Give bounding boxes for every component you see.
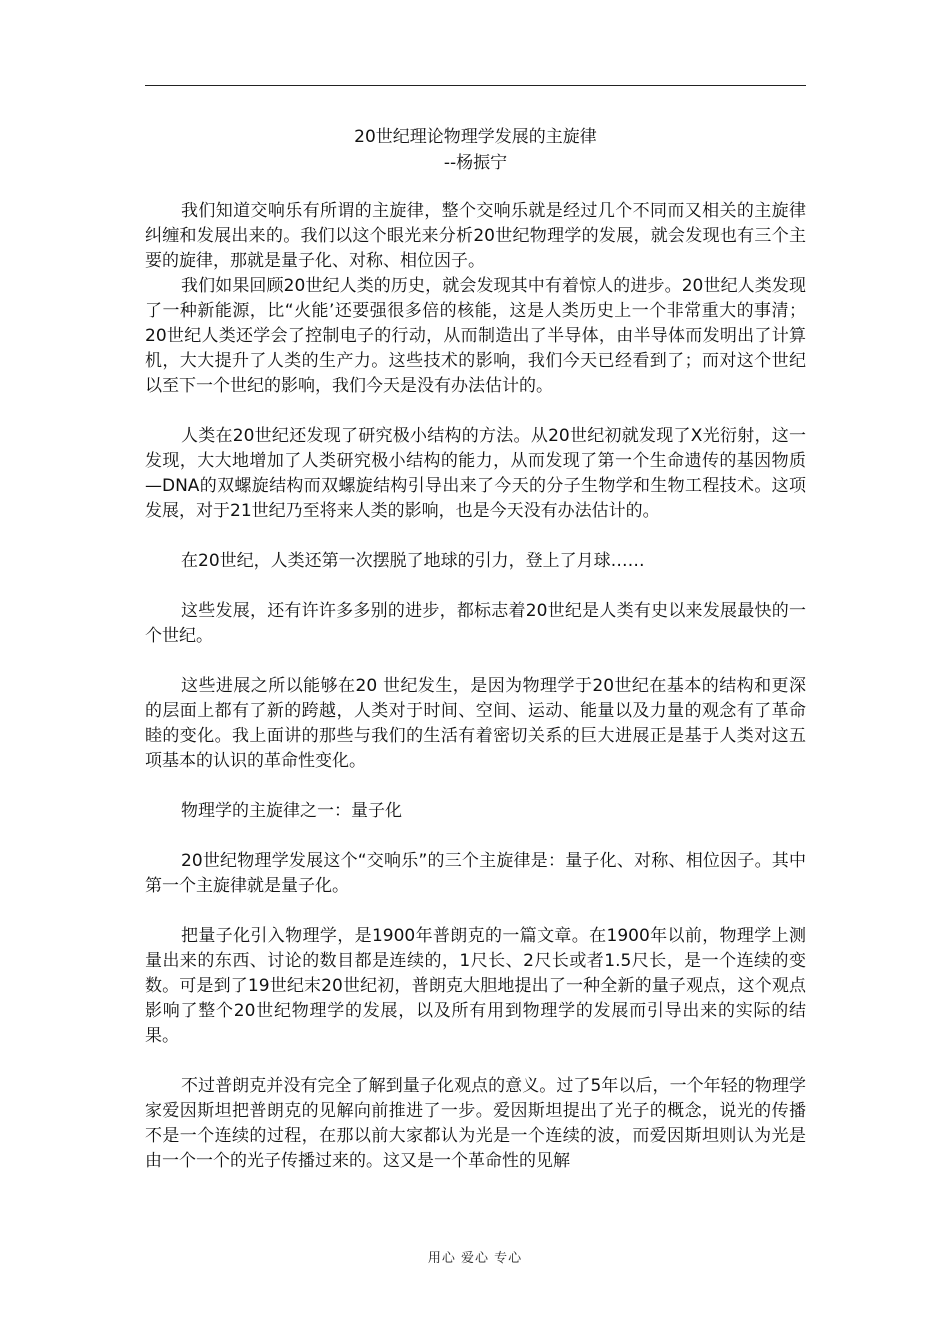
paragraph-9: 把量子化引入物理学，是1900年普朗克的一篇文章。在1900年以前，物理学上测量出来的东西、讨论的数目都是连续的，1尺长、2尺长或者1.5尺长，是一个连续的变数。可是到了19世纪末20世纪初，普朗克大胆地提出了一种全新的量子观点，这个观点影响了整个20世纪物理学的发展，以及所有用到物理学的发展而引导出来的实际的结果。 — [145, 926, 806, 1046]
paragraph-6: 这些进展之所以能够在20 世纪发生，是因为物理学于20世纪在基本的结构和更深的层面上都有了新的跨越，人类对于时间、空间、运动、能量以及力量的观念有了革命睦的变化。我上面讲的那些与我们的生活有着密切关系的巨大进展正是基于人类对这五项基本的认识的革命性变化。 — [145, 676, 806, 771]
paragraph-2: 我们如果回顾20世纪人类的历史，就会发现其中有着惊人的进步。20世纪人类发现了一种新能源，比“火能’还要强很多倍的核能，这是人类历史上一个非常重大的事清；20世纪人类还学会了控制电子的行动，从而制造出了半导体，由半导体而发明出了计算机，大大提升了人类的生产力。这些技术的影响，我们今天已经看到了；而对这个世纪以至下一个世纪的影响，我们今天是没有办法估计的。 — [145, 276, 806, 396]
document-body — [145, 199, 806, 1174]
title-block — [145, 124, 806, 176]
header-rule — [145, 85, 806, 86]
section-heading: 物理学的主旋律之一：量子化 — [181, 801, 402, 821]
document-title: 20世纪理论物理学发展的主旋律 — [354, 127, 597, 147]
paragraph-3: 人类在20世纪还发现了研究极小结构的方法。从20世纪初就发现了X光衍射，这一发现，大大地增加了人类研究极小结构的能力，从而发现了第一个生命遗传的基因物质—DNA的双螺旋结构而双螺旋结构引导出来了今天的分子生物学和生物工程技术。这项发展，对于21世纪乃至将来人类的影响，也是今天没有办法估计的。 — [145, 426, 806, 521]
paragraph-10: 不过普朗克并没有完全了解到量子化观点的意义。过了5年以后，一个年轻的物理学家爱因斯坦把普朗克的见解向前推进了一步。爱因斯坦提出了光子的概念，说光的传播不是一个连续的过程，在那以前大家都认为光是一个连续的波，而爱因斯坦则认为光是由一个一个的光子传播过来的。这又是一个革命性的见解 — [145, 1076, 806, 1171]
paragraph-8: 20世纪物理学发展这个“交响乐”的三个主旋律是：量子化、对称、相位因子。其中第一个主旋律就是量子化。 — [145, 851, 806, 896]
paragraph-4: 在20世纪，人类还第一次摆脱了地球的引力，登上了月球…… — [181, 551, 645, 571]
page-footer: 用心 爱心 专心 — [427, 1251, 523, 1266]
document-author: --杨振宁 — [443, 153, 508, 173]
paragraph-5: 这些发展，还有许许多多别的进步，都标志着20世纪是人类有史以来发展最快的一个世纪。 — [145, 601, 806, 646]
paragraph-1: 我们知道交响乐有所谓的主旋律，整个交响乐就是经过几个不同而又相关的主旋律纠缠和发展出来的。我们以这个眼光来分析20世纪物理学的发展，就会发现也有三个主要的旋律，那就是量子化、对称、相位因子。 — [145, 201, 806, 271]
